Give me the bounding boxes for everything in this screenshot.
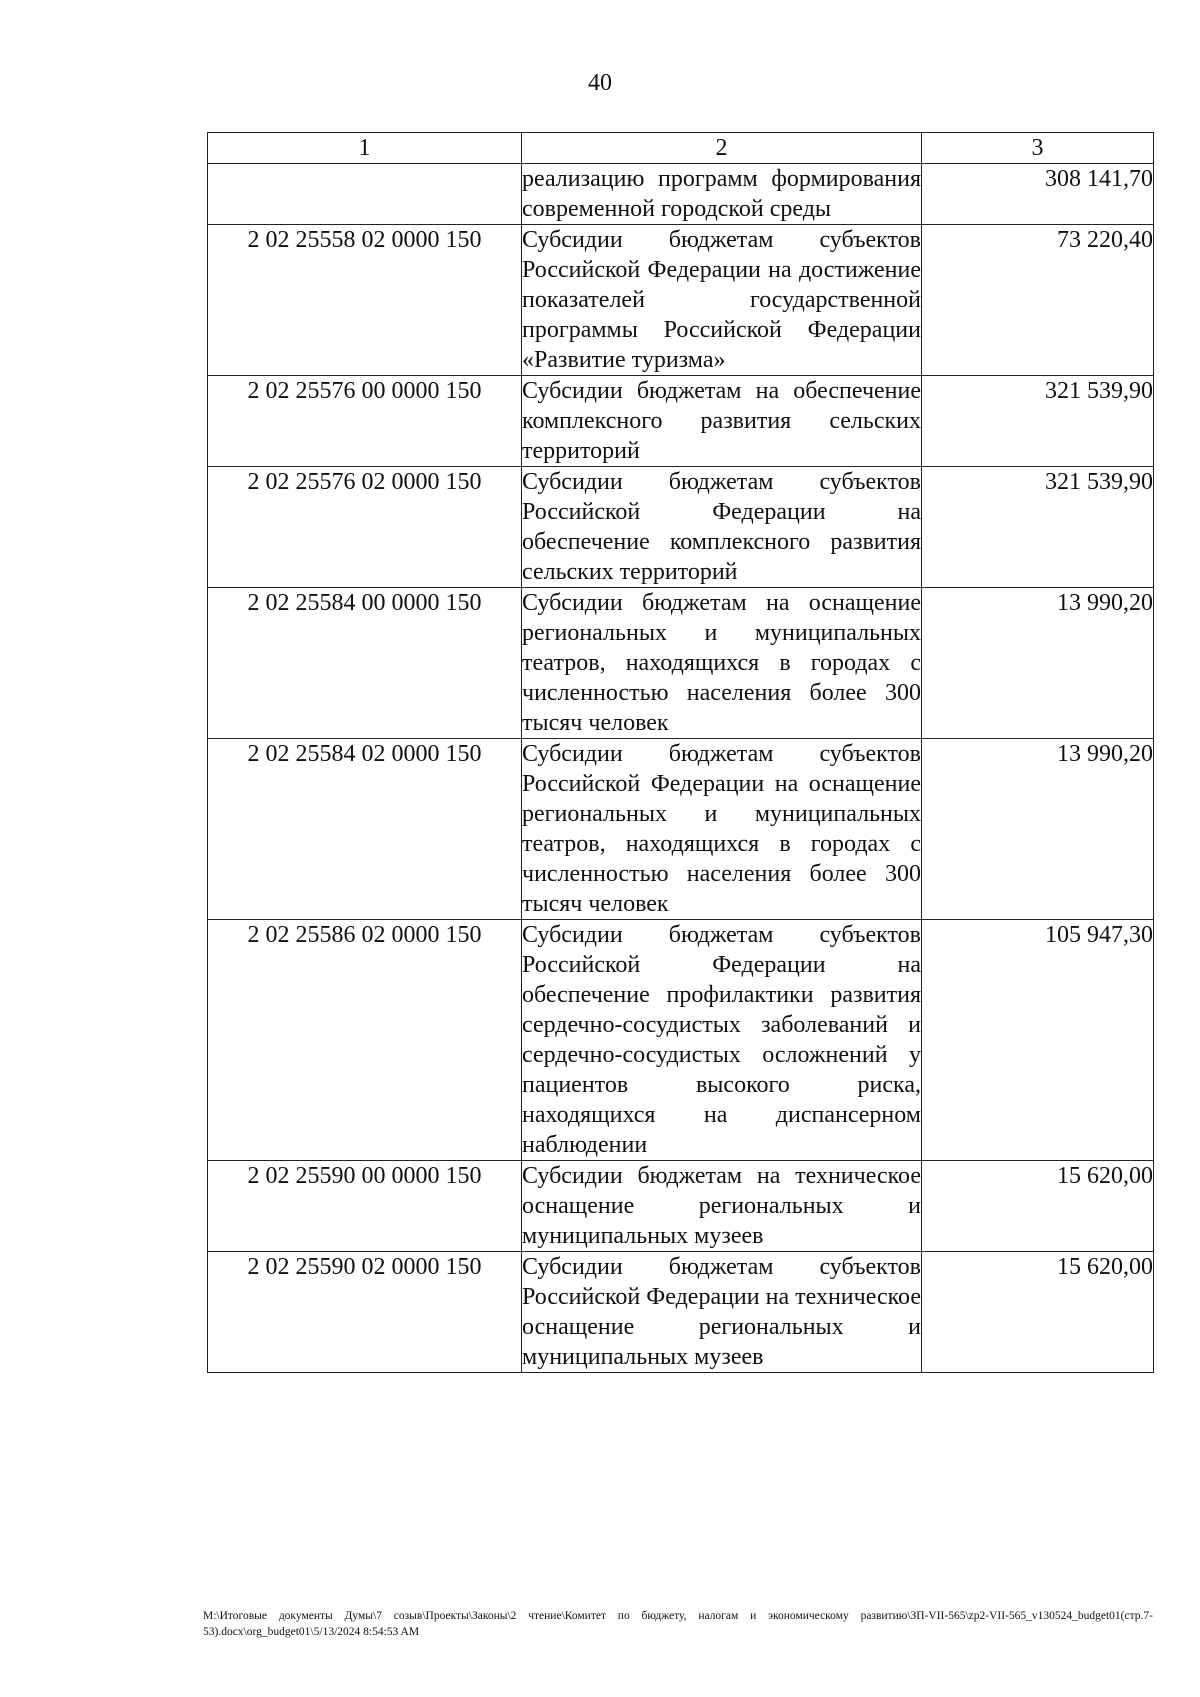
row-description: Субсидии бюджетам субъектов Российской Федерации на обеспечение комплексного развития сельских территорий (522, 467, 922, 588)
row-description: Субсидии бюджетам субъектов Российской Федерации на обеспечение профилактики развития сердечно-сосудистых заболеваний и сердечно-сосудистых осложнений у пациентов высокого риска, находящихся на диспансерном наблюдении (522, 920, 922, 1161)
row-description: Субсидии бюджетам на техническое оснащение региональных и муниципальных музеев (522, 1161, 922, 1252)
row-description: Субсидии бюджетам субъектов Российской Федерации на достижение показателей государственной программы Российской Федерации «Развитие туризма» (522, 225, 922, 376)
row-code: 2 02 25584 00 0000 150 (208, 588, 522, 739)
row-code: 2 02 25576 02 0000 150 (208, 467, 522, 588)
document-file-path-footer: M:\Итоговые документы Думы\7 созыв\Проекты\Законы\2 чтение\Комитет по бюджету, налогам и экономическому развитию\ЗП-VII-565\zp2-VII-565_v130524_budget01(стр.7-53).docx\org_budget01\5/13/2024 8:54:53 AM (203, 1610, 1153, 1638)
row-code: 2 02 25576 00 0000 150 (208, 376, 522, 467)
row-description: Субсидии бюджетам субъектов Российской Федерации на техническое оснащение региональных и муниципальных музеев (522, 1252, 922, 1373)
row-description: Субсидии бюджетам на обеспечение комплексного развития сельских территорий (522, 376, 922, 467)
column-header-amount: 3 (922, 133, 1154, 164)
row-amount: 321 539,90 (922, 376, 1154, 467)
table-header-row (208, 133, 1154, 164)
row-amount: 73 220,40 (922, 225, 1154, 376)
table-row (208, 164, 1154, 225)
row-code (208, 164, 522, 225)
table-row (208, 1161, 1154, 1252)
row-amount: 13 990,20 (922, 739, 1154, 920)
row-description: реализацию программ формирования современной городской среды (522, 164, 922, 225)
row-amount: 105 947,30 (922, 920, 1154, 1161)
table-row (208, 225, 1154, 376)
row-amount: 15 620,00 (922, 1161, 1154, 1252)
row-description: Субсидии бюджетам на оснащение региональных и муниципальных театров, находящихся в городах с численностью населения более 300 тысяч человек (522, 588, 922, 739)
table-row (208, 588, 1154, 739)
row-amount: 308 141,70 (922, 164, 1154, 225)
column-header-code: 1 (208, 133, 522, 164)
column-header-description: 2 (522, 133, 922, 164)
row-description: Субсидии бюджетам субъектов Российской Федерации на оснащение региональных и муниципальных театров, находящихся в городах с численностью населения более 300 тысяч человек (522, 739, 922, 920)
page-number: 40 (588, 70, 612, 96)
row-code: 2 02 25586 02 0000 150 (208, 920, 522, 1161)
table-row (208, 739, 1154, 920)
table-row (208, 1252, 1154, 1373)
table-row (208, 467, 1154, 588)
row-code: 2 02 25590 00 0000 150 (208, 1161, 522, 1252)
row-amount: 15 620,00 (922, 1252, 1154, 1373)
table-row (208, 376, 1154, 467)
row-amount: 321 539,90 (922, 467, 1154, 588)
table-row (208, 920, 1154, 1161)
row-amount: 13 990,20 (922, 588, 1154, 739)
row-code: 2 02 25584 02 0000 150 (208, 739, 522, 920)
budget-table (207, 132, 1154, 1373)
row-code: 2 02 25590 02 0000 150 (208, 1252, 522, 1373)
row-code: 2 02 25558 02 0000 150 (208, 225, 522, 376)
